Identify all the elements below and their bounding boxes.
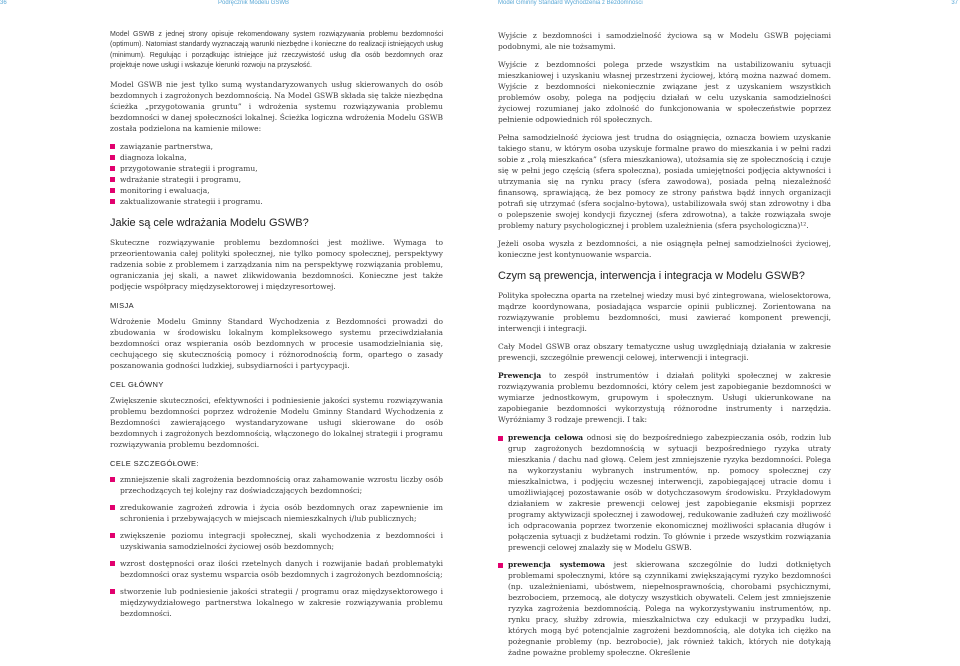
paragraph-text: to zespół instrumentów i działań polityki społecznej w zakresie rozwiązywania problemu bezdomności, który celem jest zapobieganie bezdomności w wymiarze jednostkowym, grupowym i społecznym. Usługi ukierunkowane na zapobieganie bezdomności wykorzystują różnorodne instrumenty i narzędzia. Wyróżniamy 3 rodzaje prewencji. I tak: [498,371,831,424]
paragraph: Zwiększenie skuteczności, efektywności i podniesienie jakości systemu rozwiązywania problemu bezdomności poprzez wdrożenie Modelu Gminny Standard Wychodzenia z Bezdomności zawierającego wystandaryzowane usługi skierowane do osób bezdomnych i zagrożonych bezdomnością, włączonego do lokalnej strategii i programu rozwiązywania problemu bezdomności. [110,395,443,449]
milestones-list [110,141,443,207]
paragraph: Pełna samodzielność życiowa jest trudna do osiągnięcia, oznacza bowiem uzyskanie takiego stanu, w którym osoba uzyskuje formalne prawo do mieszkania i w pełni radzi sobie z „rolą mieszkańca” (sfera mieszkaniowa), utożsamia się ze społecznością i czuje się w pełni jego częścią (sfera społeczna), posiada umiejętności podjęcia aktywności i utrzymania się na rynku pracy (sfera zawodowa), posiada pełną niezależność finansową, sprawiającą, że bez pomocy ze strony państwa bądź innych organizacji potrafi się utrzymać (sfera socjalno-bytowa), ustabilizowała swój stan zdrowotny i dba o polepszenie swojej kondycji fizycznej (sfera zdrowotna), a także rozwiązała swoje problemy natury psychologicznej i problem uzależnienia (sfera psychologiczna)¹². [498,133,831,230]
list-item: przygotowanie strategii i programu, [110,163,443,174]
list-item: zwiększenie poziomu integracji społecznej, skali wychodzenia z bezdomności i uzyskiwania samodzielności życiowej osób bezdomnych; [110,530,443,552]
section-heading: Czym są prewencja, interwencja i integracja w Modelu GSWB? [498,270,805,282]
list-item [498,559,831,658]
paragraph: Model GSWB nie jest tylko sumą wystandaryzowanych usług skierowanych do osób bezdomnych i zagrożonych bezdomnością. Na Model GSWB składa się także niezbędna ścieżka „przygotowania gruntu” i wdrożenia systemu rozwiązywania problemu bezdomności w danej społeczności lokalnej. Ścieżka logiczna wdrożenia Modelu GSWB została podzielona na kamienie milowe: [110,79,443,133]
list-item: zmniejszenie skali zagrożenia bezdomnością oraz zahamowanie wzrostu liczby osób przechodzących tej kolejny raz doświadczających bezdomności; [110,474,443,496]
list-item: diagnoza lokalna, [110,152,443,163]
paragraph: Cały Model GSWB oraz obszary tematyczne usług uwzględniają działania w zakresie prewencji, szczególnie prewencji celowej, interwencji i integracji. [498,342,831,362]
running-title-left: Podręcznik Modelu GSWB [218,0,290,6]
prevention-types-list [498,432,831,658]
term-prewencja: Prewencja [498,371,542,380]
list-item: stworzenie lub podniesienie jakości strategii / programu oraz międzysektorowego i międzywydziałowego partnerstwa lokalnego w zakresie rozwiązywania problemu bezdomności. [110,586,443,619]
term-prewencja-systemowa: prewencja systemowa [508,560,606,569]
list-item: monitoring i ewaluacja, [110,185,443,196]
list-item: wzrost dostępności oraz ilości rzetelnych danych i rozwijanie badań problematyki bezdomności oraz systemu wsparcia osób bezdomnych i zagrożonych bezdomnością; [110,558,443,580]
list-item: wdrażanie strategii i programu, [110,174,443,185]
term-prewencja-celowa: prewencja celowa [508,433,584,442]
left-column [110,30,443,627]
page-number-left: 36 [0,0,7,6]
intro-paragraph: Model GSWB z jednej strony opisuje rekomendowany system rozwiązywania problemu bezdomności (optimum). Natomiast standardy wyznaczają warunki niezbędne i konieczne do realizacji istniejących usług (minimum). Regulując i porządkując istniejące już rzeczywistość usług dla osób bezdomnych oraz projektuje nowe usługi i wskazuje kierunki rozwoju na przyszłość. [110,31,443,70]
subheading-cele-szczegolowe: CELE SZCZEGÓŁOWE: [110,458,199,468]
running-title-right: Model Gminny Standard Wychodzenia z Bezdomności [498,0,643,6]
paragraph: Wyjście z bezdomności polega przede wszystkim na ustabilizowaniu sytuacji mieszkaniowej i uzyskaniu własnej przestrzeni życiowej, którą można nazwać domem. Wyjście z bezdomności niekoniecznie związane jest z uzyskaniem wszystkich problemów osoby, polega na podjęciu działań w celu uzyskania samodzielności życiowej rozumianej jako zdolność do funkcjonowania w społeczeństwie poprzez pełnienie odpowiednich ról społecznych. [498,60,831,124]
paragraph: Skuteczne rozwiązywanie problemu bezdomności jest możliwe. Wymaga to przeorientowania całej polityki społecznej, nie tylko pomocy społecznej, perspektywy radzenia sobie z problemem i zarządzania nim na perspektywę rozwiązania problemu, ograniczania jej skali, a nawet zlikwidowania bezdomności. Konieczne jest także podjęcie współpracy międzysektorowej i międzyresortowej. [110,237,443,291]
paragraph: Polityka społeczna oparta na rzetelnej wiedzy musi być zintegrowana, wielosektorowa, mądrze koordynowana, posiadająca wsparcie opinii publicznej. Zorientowana na rozwiązywanie problemu bezdomności, musi zawierać komponent prewencji, interwencji i integracji. [498,291,831,333]
list-item: zaktualizowanie strategii i programu. [110,196,443,207]
paragraph: Wyjście z bezdomności i samodzielność życiowa są w Modelu GSWB pojęciami podobnymi, ale nie tożsamymi. [498,31,831,51]
paragraph: Jeżeli osoba wyszła z bezdomności, a nie osiągnęła pełnej samodzielności życiowej, konieczne jest kontynuowanie wsparcia. [498,239,831,259]
goals-list [110,474,443,619]
list-item: zawiązanie partnerstwa, [110,141,443,152]
right-column [498,30,831,666]
list-item-text: jest skierowana szczególnie do ludzi dotkniętych problemami społecznymi, które są czynnikami zwiększającymi ryzyko bezdomności (np. uzależnieniami, ubóstwem, niepełnosprawnością, chorobami psychicznymi, bezrobociem, przemocą, ale dotyczy wszystkich obywateli. Celem jest zmniejszenie ryzyka zagrożenia bezdomnością. Polega na wykorzystywaniu instrumentów, np. rynku pracy, służby zdrowia, mieszkalnictwa czy edukacji w przypadku ludzi, których mogą być potencjalnie zagrożeni bezdomnością, ale dotyka ich ciężko na pożegnanie problemy (np. bezrobocie), jak również takich, których nie dotykają żadne poważne problemy społeczne. Określenie [508,560,831,657]
list-item [498,432,831,553]
subheading-cel-glowny: CEL GŁÓWNY [110,379,164,389]
list-item-text: odnosi się do bezpośredniego zabezpieczania osób, rodzin lub grup zagrożonych bezdomnością w sytuacji bezpośredniego ryzyka utraty mieszkania / dachu nad głową. Celem jest zmniejszenie ryzyka bezdomności. Polega na wykorzystaniu wybranych instrumentów, np. pomocy społecznej czy mieszkalnictwa, i podjęciu wczesnej interwencji, zapobiegającej utracie domu i umożliwiającej pozostawanie osób w dotychczasowym środowisku. Przykładowym działaniem w zakresie prewencji celowej jest zapobieganie eksmisji poprzez programy aktywizacji społecznej i zawodowej, redukowanie zadłużeń czy możliwość ich odpracowania poprzez tworzenie ekonomicznej możliwości spłacania długów i połączenia sytuacji z budżetami rodzin. To głównie i przede wszystkim rozwiązania prewencji celowej znalazły się w Modelu GSWB. [508,433,832,552]
page-number-right: 37 [951,0,958,6]
section-heading: Jakie są cele wdrażania Modelu GSWB? [110,216,309,229]
list-item: zredukowanie zagrożeń zdrowia i życia osób bezdomnych oraz zapewnienie im schronienia i przebywających w miejscach niemieszkalnych i/lub publicznych; [110,502,443,524]
paragraph [498,370,831,425]
paragraph: Wdrożenie Modelu Gminny Standard Wychodzenia z Bezdomności prowadzi do zbudowania w środowisku lokalnym kompleksowego systemu przeciwdziałania bezdomności oraz wspierania osób bezdomnych w procesie usamodzielniania się, cechującego się skutecznością pomocy i różnorodnością form, opartego o zasady poszanowania godności ludzkiej, subsydiarności i partycypacji. [110,316,443,370]
subheading-misja: MISJA [110,300,135,310]
